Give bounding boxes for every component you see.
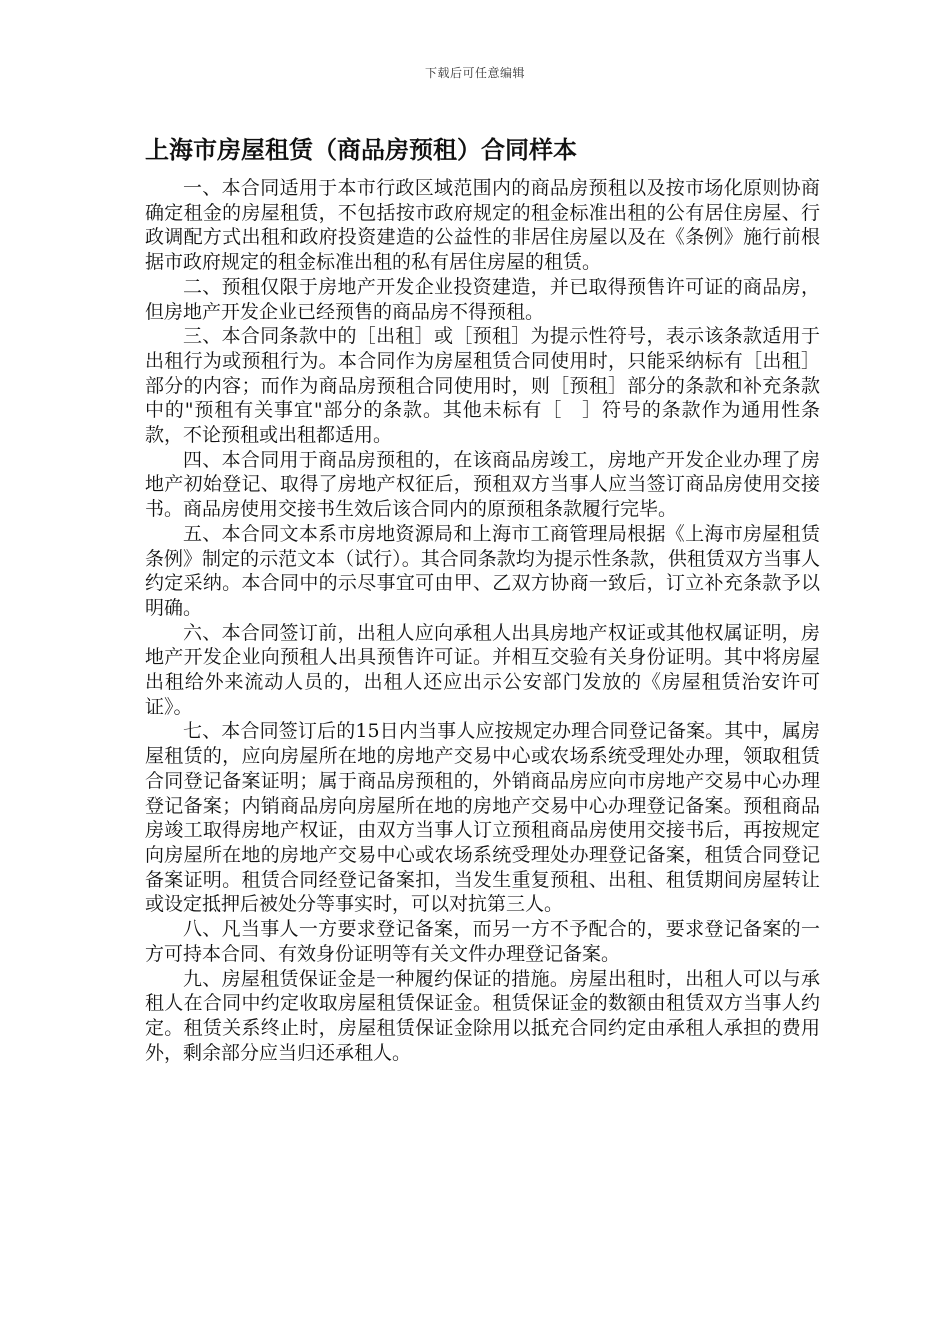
paragraph-2: 二、预租仅限于房地产开发企业投资建造，并已取得预售许可证的商品房，但房地产开发企业已经预售的商品房不得预租。 — [145, 275, 820, 323]
paragraph-9: 九、房屋租赁保证金是一种履约保证的措施。房屋出租时，出租人可以与承租人在合同中约定收取房屋租赁保证金。租赁保证金的数额由租赁双方当事人约定。租赁关系终止时，房屋租赁保证金除用以抵充合同约定由承租人承担的费用外，剩余部分应当归还承租人。 — [145, 967, 820, 1064]
paragraph-1: 一、本合同适用于本市行政区域范围内的商品房预租以及按市场化原则协商确定租金的房屋租赁，不包括按市政府规定的租金标准出租的公有居住房屋、行政调配方式出租和政府投资建造的公益性的非居住房屋以及在《条例》施行前根据市政府规定的租金标准出租的私有居住房屋的租赁。 — [145, 177, 820, 274]
document-body — [145, 176, 820, 1065]
paragraph-6: 六、本合同签订前，出租人应向承租人出具房地产权证或其他权属证明，房地产开发企业向预租人出具预售许可证。并相互交验有关身份证明。其中将房屋出租给外来流动人员的，出租人还应出示公安部门发放的《房屋租赁治安许可证》。 — [145, 621, 820, 718]
document-title: 上海市房屋租赁（商品房预租）合同样本 — [145, 135, 577, 164]
paragraph-4: 四、本合同用于商品房预租的，在该商品房竣工，房地产开发企业办理了房地产初始登记、取得了房地产权征后，预租双方当事人应当签订商品房使用交接书。商品房使用交接书生效后该合同内的原预租条款履行完毕。 — [145, 448, 820, 521]
paragraph-7: 七、本合同签订后的15日内当事人应按规定办理合同登记备案。其中，属房屋租赁的，应向房屋所在地的房地产交易中心或农场系统受理处办理，领取租赁合同登记备案证明；属于商品房预租的，外销商品房应向市房地产交易中心办理登记备案；内销商品房向房屋所在地的房地产交易中心办理登记备案。预租商品房竣工取得房地产权证，由双方当事人订立预租商品房使用交接书后，再按规定向房屋所在地的房地产交易中心或农场系统受理处办理登记备案，租赁合同登记备案证明。租赁合同经登记备案扣，当发生重复预租、出租、租赁期间房屋转让或设定抵押后被处分等事实时，可以对抗第三人。 — [145, 720, 820, 916]
paragraph-3: 三、本合同条款中的［出租］或［预租］为提示性符号，表示该条款适用于出租行为或预租行为。本合同作为房屋租赁合同使用时，只能采纳标有［出租］部分的内容；而作为商品房预租合同使用时，则［预租］部分的条款和补充条款中的"预租有关事宜"部分的条款。其他未标有［ ］符号的条款作为通用性条款，不论预租或出租都适用。 — [145, 325, 820, 447]
paragraph-5: 五、本合同文本系市房地资源局和上海市工商管理局根据《上海市房屋租赁条例》制定的示范文本（试行）。其合同条款均为提示性条款，供租赁双方当事人约定采纳。本合同中的示尽事宜可由甲、乙双方协商一致后，订立补充条款予以明确。 — [145, 522, 820, 619]
page-header-note: 下载后可任意编辑 — [424, 66, 525, 80]
paragraph-8: 八、凡当事人一方要求登记备案，而另一方不予配合的，要求登记备案的一方可持本合同、有效身份证明等有关文件办理登记备案。 — [145, 918, 820, 965]
